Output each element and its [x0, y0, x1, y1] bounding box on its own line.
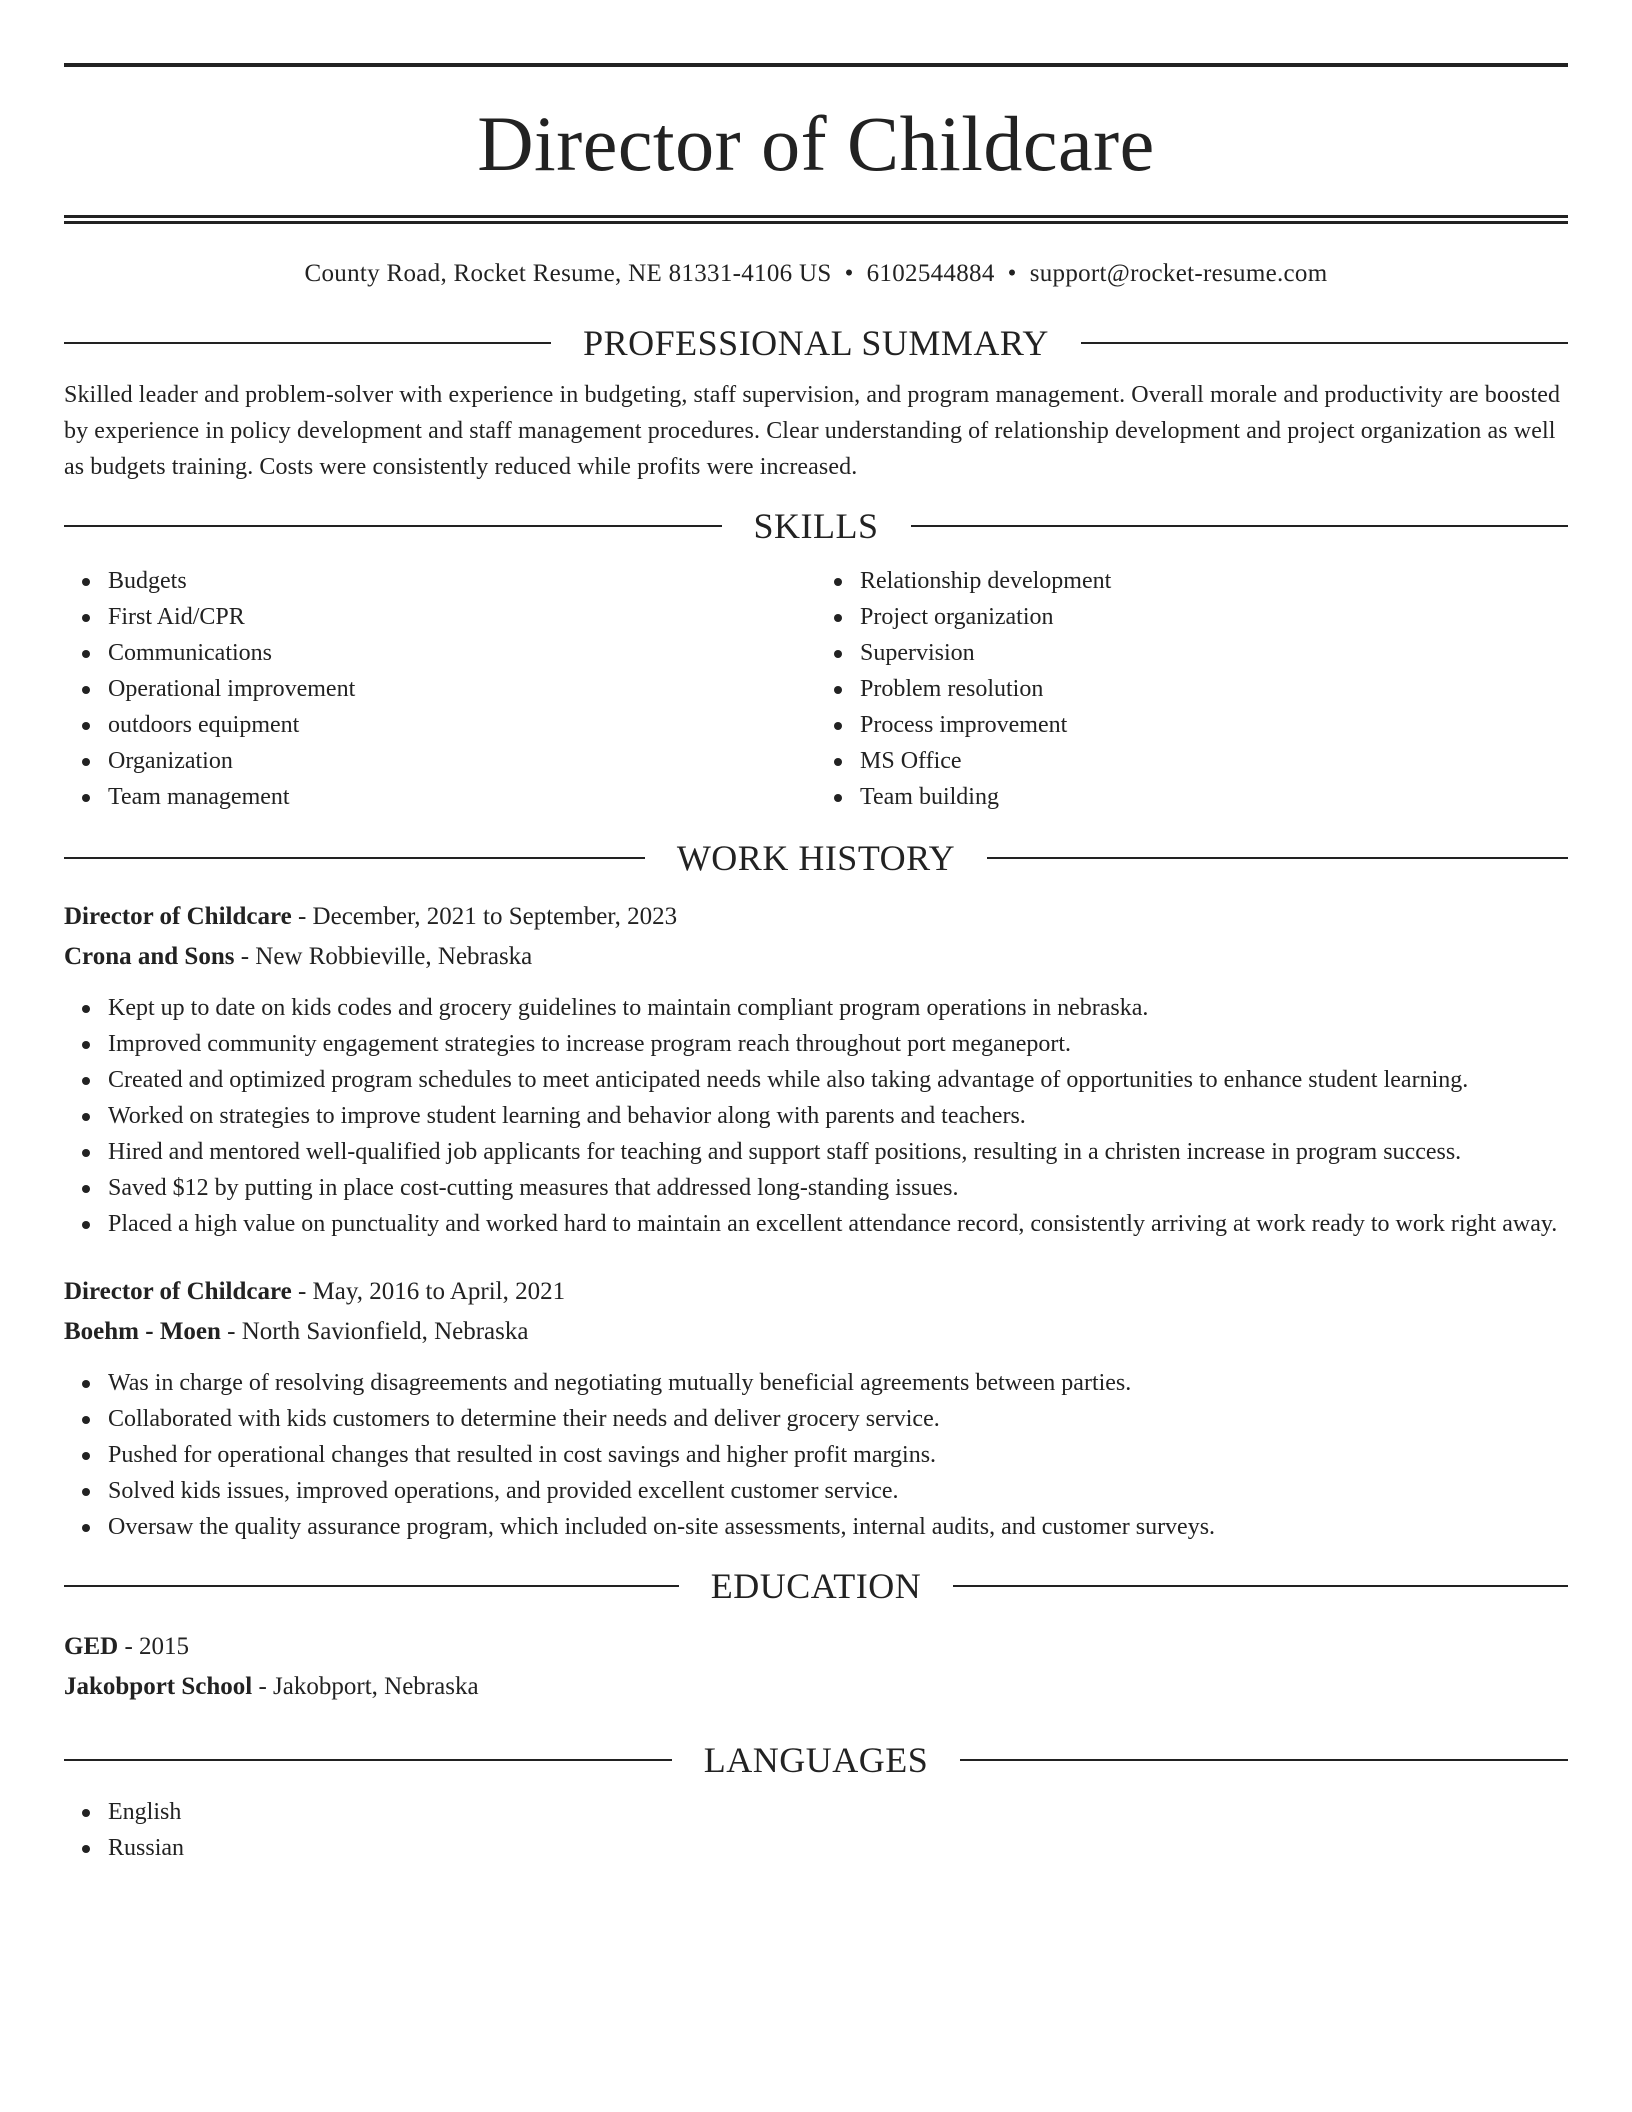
heading-rule — [64, 857, 645, 859]
heading-rule — [953, 1585, 1568, 1587]
job-entry — [64, 897, 1568, 1242]
skill-item: Budgets — [108, 563, 816, 599]
skill-item: Operational improvement — [108, 671, 816, 707]
job-bullet: Collaborated with kids customers to determine their needs and deliver grocery service. — [108, 1401, 1568, 1437]
work-section-heading — [64, 837, 1568, 879]
education-degree-line — [64, 1627, 1568, 1667]
skills-columns — [64, 563, 1568, 815]
skill-item: outdoors equipment — [108, 707, 816, 743]
job-dates: - May, 2016 to April, 2021 — [291, 1278, 566, 1305]
contact-separator: • — [1007, 260, 1017, 287]
job-location: - New Robbieville, Nebraska — [234, 943, 533, 970]
skill-item: MS Office — [860, 743, 1568, 779]
language-item: English — [108, 1794, 1568, 1830]
job-dates: - December, 2021 to September, 2023 — [291, 903, 678, 930]
education-school: Jakobport School — [64, 1673, 253, 1700]
contact-separator: • — [844, 260, 854, 287]
languages-heading: LANGUAGES — [703, 1740, 929, 1780]
job-bullet: Kept up to date on kids codes and grocery guidelines to maintain compliant program operations in nebraska. — [108, 990, 1568, 1026]
education-school-line — [64, 1667, 1568, 1707]
skills-heading: SKILLS — [753, 506, 879, 546]
job-bullets — [64, 1365, 1568, 1545]
heading-rule — [911, 525, 1569, 527]
summary-section-heading — [64, 322, 1568, 364]
job-bullet: Created and optimized program schedules to meet anticipated needs while also taking advantage of opportunities to enhance student learning. — [108, 1062, 1568, 1098]
language-item: Russian — [108, 1830, 1568, 1866]
skill-item: Project organization — [860, 599, 1568, 635]
contact-email[interactable]: support@rocket-resume.com — [1029, 260, 1328, 287]
skill-item: First Aid/CPR — [108, 599, 816, 635]
skill-item: Organization — [108, 743, 816, 779]
job-bullet: Hired and mentored well-qualified job applicants for teaching and support staff positions, resulting in a christen increase in program success. — [108, 1134, 1568, 1170]
skills-section-heading — [64, 505, 1568, 547]
job-company: Boehm - Moen — [64, 1318, 221, 1345]
job-location: - North Savionfield, Nebraska — [220, 1318, 529, 1345]
job-company: Crona and Sons — [64, 943, 235, 970]
skills-list-right — [816, 563, 1568, 815]
work-heading: WORK HISTORY — [676, 838, 956, 878]
skills-list-left — [64, 563, 816, 815]
heading-rule — [64, 342, 551, 344]
job-bullet: Placed a high value on punctuality and worked hard to maintain an excellent attendance record, consistently arriving at work ready to work right away. — [108, 1206, 1568, 1242]
heading-rule — [1081, 342, 1568, 344]
job-entry — [64, 1272, 1568, 1545]
job-bullet: Worked on strategies to improve student learning and behavior along with parents and teachers. — [108, 1098, 1568, 1134]
languages-section-heading — [64, 1739, 1568, 1781]
heading-rule — [987, 857, 1568, 859]
skill-item: Supervision — [860, 635, 1568, 671]
job-bullet: Oversaw the quality assurance program, which included on-site assessments, internal audits, and customer surveys. — [108, 1509, 1568, 1545]
heading-rule — [960, 1759, 1568, 1761]
education-entry — [64, 1627, 1568, 1707]
resume-name: Director of Childcare — [477, 100, 1155, 187]
contact-phone: 6102544884 — [866, 260, 995, 287]
job-bullet: Was in charge of resolving disagreements and negotiating mutually beneficial agreements between parties. — [108, 1365, 1568, 1401]
summary-heading: PROFESSIONAL SUMMARY — [583, 323, 1049, 363]
job-title: Director of Childcare — [64, 903, 292, 930]
education-year: - 2015 — [118, 1633, 190, 1660]
contact-address: County Road, Rocket Resume, NE 81331-4106 US — [304, 260, 832, 287]
job-title-line — [64, 897, 1568, 937]
heading-rule — [64, 1585, 679, 1587]
contact-line — [64, 260, 1568, 288]
job-company-line — [64, 1312, 1568, 1352]
job-company-line — [64, 937, 1568, 977]
job-bullets — [64, 990, 1568, 1242]
skill-item: Relationship development — [860, 563, 1568, 599]
education-location: - Jakobport, Nebraska — [252, 1673, 479, 1700]
name-double-rule — [64, 215, 1568, 224]
education-heading: EDUCATION — [710, 1566, 922, 1606]
job-title-line — [64, 1272, 1568, 1312]
skill-item: Process improvement — [860, 707, 1568, 743]
job-bullet: Improved community engagement strategies to increase program reach throughout port meganeport. — [108, 1026, 1568, 1062]
heading-rule — [64, 525, 722, 527]
skill-item: Team building — [860, 779, 1568, 815]
heading-rule — [64, 1759, 672, 1761]
skill-item: Communications — [108, 635, 816, 671]
languages-list — [64, 1794, 1568, 1866]
job-bullet: Pushed for operational changes that resulted in cost savings and higher profit margins. — [108, 1437, 1568, 1473]
job-bullet: Solved kids issues, improved operations, and provided excellent customer service. — [108, 1473, 1568, 1509]
job-bullet: Saved $12 by putting in place cost-cutting measures that addressed long-standing issues. — [108, 1170, 1568, 1206]
job-title: Director of Childcare — [64, 1278, 292, 1305]
summary-text: Skilled leader and problem-solver with experience in budgeting, staff supervision, and program management. Overall morale and productivity are boosted by experience in policy development and staff management procedures. Clear understanding of relationship development and project organization as well as budgets training. Costs were consistently reduced while profits were increased. — [64, 382, 1561, 480]
top-rule — [64, 63, 1568, 67]
education-section-heading — [64, 1565, 1568, 1607]
skill-item: Team management — [108, 779, 816, 815]
skill-item: Problem resolution — [860, 671, 1568, 707]
education-degree: GED — [64, 1633, 119, 1660]
